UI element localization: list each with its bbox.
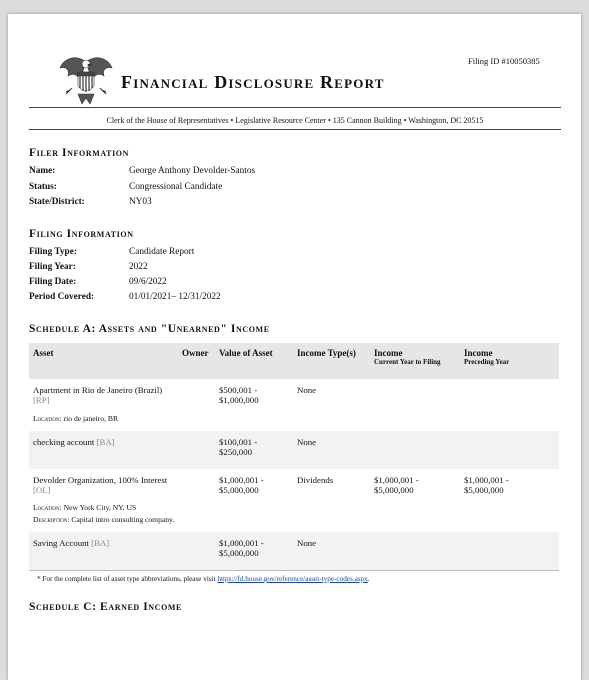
filing-type-label: Filing Type: — [29, 247, 77, 257]
asset-description — [33, 515, 174, 525]
report-title: Financial Disclosure Report — [121, 72, 385, 92]
asset-location — [33, 414, 118, 424]
description-label: Description: — [33, 515, 70, 524]
asset-name-text: Apartment in Rio de Janeiro (Brazil) — [33, 385, 163, 395]
filer-name-label: Name: — [29, 166, 56, 176]
filer-information-heading: Filer Information — [29, 147, 129, 159]
filer-status-label: Status: — [29, 182, 57, 192]
filer-district-value: NY03 — [129, 197, 152, 207]
filing-year-value: 2022 — [129, 262, 148, 272]
schedule-c-heading: Schedule C: Earned Income — [29, 601, 182, 613]
asset-value — [219, 475, 264, 495]
col-income-current-label: Income — [374, 348, 403, 358]
asset-value — [219, 437, 257, 457]
col-income-current-sub: Current Year to Filing — [374, 358, 441, 366]
table-row — [29, 431, 559, 469]
filing-date-label: Filing Date: — [29, 277, 77, 287]
asset-code: [BA] — [91, 538, 110, 548]
col-income-type: Income Type(s) — [297, 348, 356, 358]
clerk-address: Clerk of the House of Representatives • Legislative Resource Center • 135 Cannon Building • Washington, DC 20515 — [106, 116, 484, 125]
asset-name — [33, 538, 109, 548]
filer-district-label: State/District: — [29, 197, 85, 207]
description-value: Capital intro consulting company. — [71, 515, 175, 524]
col-income-preceding-label: Income — [464, 348, 493, 358]
asset-value-high: $5,000,000 — [219, 548, 259, 558]
table-bottom-rule — [29, 570, 559, 571]
filer-status-value: Congressional Candidate — [129, 182, 223, 192]
schedule-a-heading: Schedule A: Assets and "Unearned" Income — [29, 323, 270, 335]
asset-value-low: $1,000,001 - — [219, 538, 264, 548]
asset-name — [33, 385, 193, 405]
report-page — [8, 14, 581, 680]
location-value: New York City, NY, US — [63, 503, 137, 512]
col-asset: Asset — [33, 348, 54, 358]
table-header — [29, 343, 559, 379]
bottom-divider — [29, 129, 561, 130]
asset-value — [219, 385, 259, 405]
income-preceding-low: $1,000,001 - — [464, 475, 509, 485]
filing-date-value: 09/6/2022 — [129, 277, 167, 287]
filing-id: Filing ID #10050385 — [468, 56, 540, 66]
footnote — [37, 575, 370, 583]
asset-name-text: checking account — [33, 437, 95, 447]
income-current-high: $5,000,000 — [374, 485, 414, 495]
income-preceding-high: $5,000,000 — [464, 485, 504, 495]
table-row — [29, 469, 559, 532]
asset-code: [RP] — [33, 395, 50, 405]
income-current-low: $1,000,001 - — [374, 475, 419, 485]
col-income-preceding-sub: Preceding Year — [464, 358, 510, 366]
asset-value-high: $250,000 — [219, 447, 252, 457]
asset-value-high: $1,000,000 — [219, 395, 259, 405]
income-type: None — [297, 437, 317, 447]
location-label: Location: — [33, 503, 62, 512]
asset-name-text: Saving Account — [33, 538, 89, 548]
top-divider — [29, 107, 561, 108]
col-income-preceding — [464, 348, 509, 366]
table-row — [29, 532, 559, 570]
income-type: None — [297, 385, 317, 395]
asset-value-low: $1,000,001 - — [219, 475, 264, 485]
asset-code: [OL] — [33, 485, 51, 495]
footnote-text: * For the complete list of asset type abbreviations, please visit — [37, 575, 216, 583]
location-label: Location: — [33, 414, 62, 423]
col-value: Value of Asset — [219, 348, 273, 358]
period-covered-value: 01/01/2021– 12/31/2022 — [129, 292, 221, 302]
asset-name — [33, 437, 115, 447]
period-covered-label: Period Covered: — [29, 292, 95, 302]
col-income-current — [374, 348, 454, 366]
income-preceding — [464, 475, 509, 495]
filing-type-value: Candidate Report — [129, 247, 195, 257]
asset-value-high: $5,000,000 — [219, 485, 259, 495]
filing-year-label: Filing Year: — [29, 262, 76, 272]
income-type: Dividends — [297, 475, 334, 485]
footnote-end: . — [367, 575, 370, 583]
asset-value — [219, 538, 264, 558]
income-type: None — [297, 538, 317, 548]
col-owner: Owner — [182, 348, 209, 358]
location-value: rio de janeiro, BR — [63, 414, 119, 423]
filer-name-value: George Anthony Devolder-Santos — [129, 166, 256, 176]
eagle-seal-icon — [58, 52, 114, 108]
income-current — [374, 475, 419, 495]
asset-value-low: $100,001 - — [219, 437, 258, 447]
asset-name — [33, 475, 213, 495]
filing-information-heading: Filing Information — [29, 228, 134, 240]
asset-location — [33, 503, 136, 513]
asset-codes-link[interactable]: https://fd.house.gov/reference/asset-type-codes.aspx — [217, 575, 368, 583]
asset-value-low: $500,001 - — [219, 385, 258, 395]
table-row — [29, 379, 559, 431]
asset-code: [BA] — [96, 437, 115, 447]
asset-name-text: Devolder Organization, 100% Interest — [33, 475, 168, 485]
